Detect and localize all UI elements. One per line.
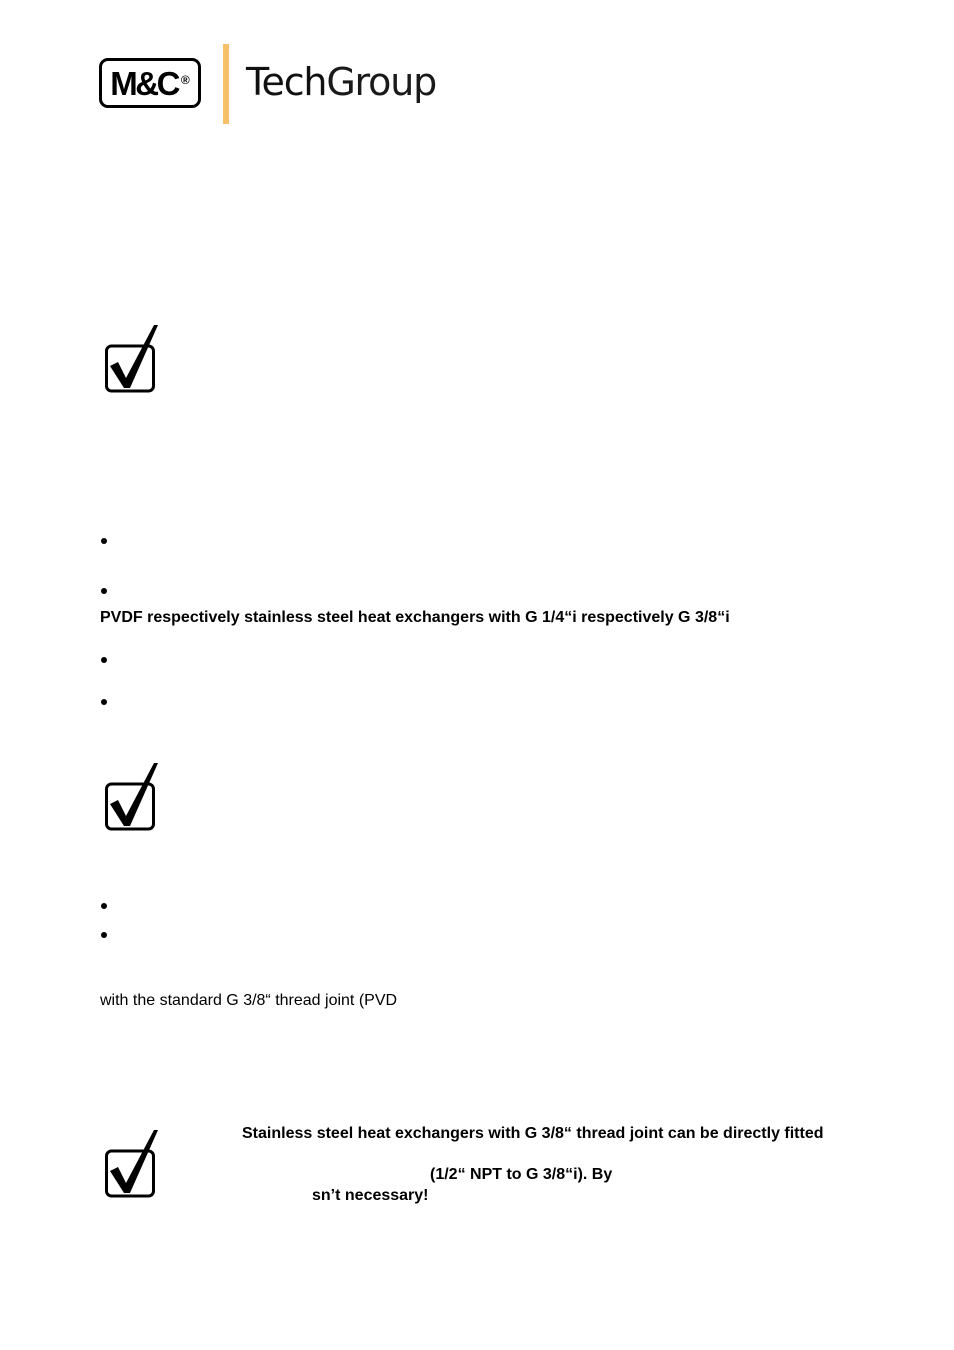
checkbox-check-icon bbox=[104, 760, 160, 834]
section1-heading: PVDF respectively stainless steel heat exchangers with G 1/4“i respectively G 3/8“i bbox=[100, 609, 730, 626]
techgroup-tech: Tech bbox=[246, 60, 327, 104]
mc-logo-text: M&C bbox=[110, 64, 178, 102]
bullet bbox=[101, 538, 107, 544]
bullet bbox=[101, 699, 107, 705]
section3-line1: Stainless steel heat exchangers with G 3/8“ thread joint can be directly fitted bbox=[242, 1125, 824, 1142]
bullet bbox=[101, 657, 107, 663]
section3-line3: sn’t necessary! bbox=[312, 1187, 429, 1204]
checkbox-check-icon bbox=[104, 1127, 160, 1201]
logo-divider bbox=[223, 44, 229, 124]
registered-mark: ® bbox=[180, 73, 190, 87]
bullet bbox=[101, 588, 107, 594]
header bbox=[0, 0, 954, 140]
section2-text: with the standard G 3/8“ thread joint (PVD bbox=[100, 992, 398, 1009]
checkbox-check-icon bbox=[104, 322, 160, 396]
bullet bbox=[101, 903, 107, 909]
techgroup-group: Group bbox=[326, 60, 437, 104]
bullet bbox=[101, 932, 107, 938]
mc-logo bbox=[99, 58, 201, 108]
section3-line2: (1/2“ NPT to G 3/8“i). By bbox=[430, 1166, 613, 1183]
techgroup-logo bbox=[246, 62, 436, 104]
